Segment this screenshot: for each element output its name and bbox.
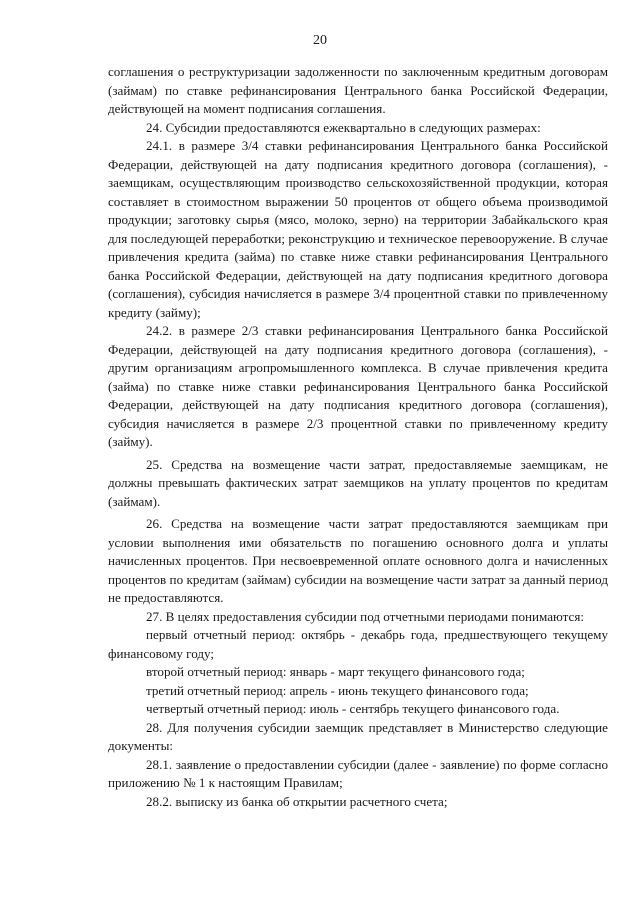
paragraph-25: 25. Средства на возмещение части затрат, предоставляемые заемщикам, не должны превышать фактических затрат заемщиков на уплату процентов по кредитам (займам).: [108, 456, 608, 509]
paragraph-26: 26. Средства на возмещение части затрат предоставляются заемщикам при условии выполнения ими обязательств по погашению основного долга и уплаты начисленных процентов. При несвоевременной оплате основного долга и начисленных процентов по кредитам (займам) субсидии на возмещение части затрат за данный период не предоставляются.: [108, 516, 608, 605]
reporting-period-3: третий отчетный период: апрель - июнь текущего финансового года;: [146, 682, 529, 698]
paragraph-28: 28. Для получения субсидии заемщик представляет в Министерство следующие документы:: [108, 719, 608, 753]
paragraph-24-2: 24.2. в размере 2/3 ставки рефинансирования Центрального банка Российской Федерации, действующей на дату подписания кредитного договора (соглашения), - другим организациям агропромышленного комплекса. В случае привлечения кредита (займа) по ставке ниже ставки рефинансирования Центрального банка Российской Федерации, действующей на дату подписания кредитного договора (соглашения), субсидия начисляется в размере 2/3 процентной ставки по привлеченному кредиту (займу).: [108, 323, 608, 449]
paragraph-28-2: 28.2. выписку из банка об открытии расчетного счета;: [146, 793, 448, 809]
reporting-period-1: первый отчетный период: октябрь - декабрь года, предшествующего текущему финансовому году;: [108, 627, 608, 661]
reporting-period-2: второй отчетный период: январь - март текущего финансового года;: [146, 664, 525, 679]
document-body: [108, 63, 608, 811]
reporting-period-4: четвертый отчетный период: июль - сентябрь текущего финансового года.: [146, 701, 560, 716]
paragraph-24-1: 24.1. в размере 3/4 ставки рефинансирования Центрального банка Российской Федерации, действующей на дату подписания кредитного договора (соглашения), - заемщикам, осуществляющим производство сельскохозяйственной продукции, которая составляет в стоимостном выражении 50 процентов от общего объема производимой продукции; заготовку сырья (мясо, молоко, зерно) на территории Забайкальского края для последующей переработки; реконструкцию и техническое перевооружение. В случае привлечения кредита (займа) по ставке ниже ставки рефинансирования Центрального банка Российской Федерации, действующей на дату подписания кредитного договора (соглашения), субсидия начисляется в размере 3/4 процентной ставки по привлеченному кредиту (займу);: [108, 138, 608, 320]
paragraph-28-1: 28.1. заявление о предоставлении субсидии (далее - заявление) по форме согласно приложению № 1 к настоящим Правилам;: [108, 756, 608, 790]
paragraph-27: 27. В целях предоставления субсидии под отчетными периодами понимаются:: [146, 608, 585, 624]
page-number: 20: [313, 33, 327, 48]
paragraph-continuation: соглашения о реструктуризации задолженности по заключенным кредитным договорам (займам) по ставке рефинансирования Центрального банка Российской Федерации, действующей на момент подписания соглашения.: [108, 64, 608, 116]
paragraph-24: 24. Субсидии предоставляются ежеквартально в следующих размерах:: [146, 119, 541, 135]
